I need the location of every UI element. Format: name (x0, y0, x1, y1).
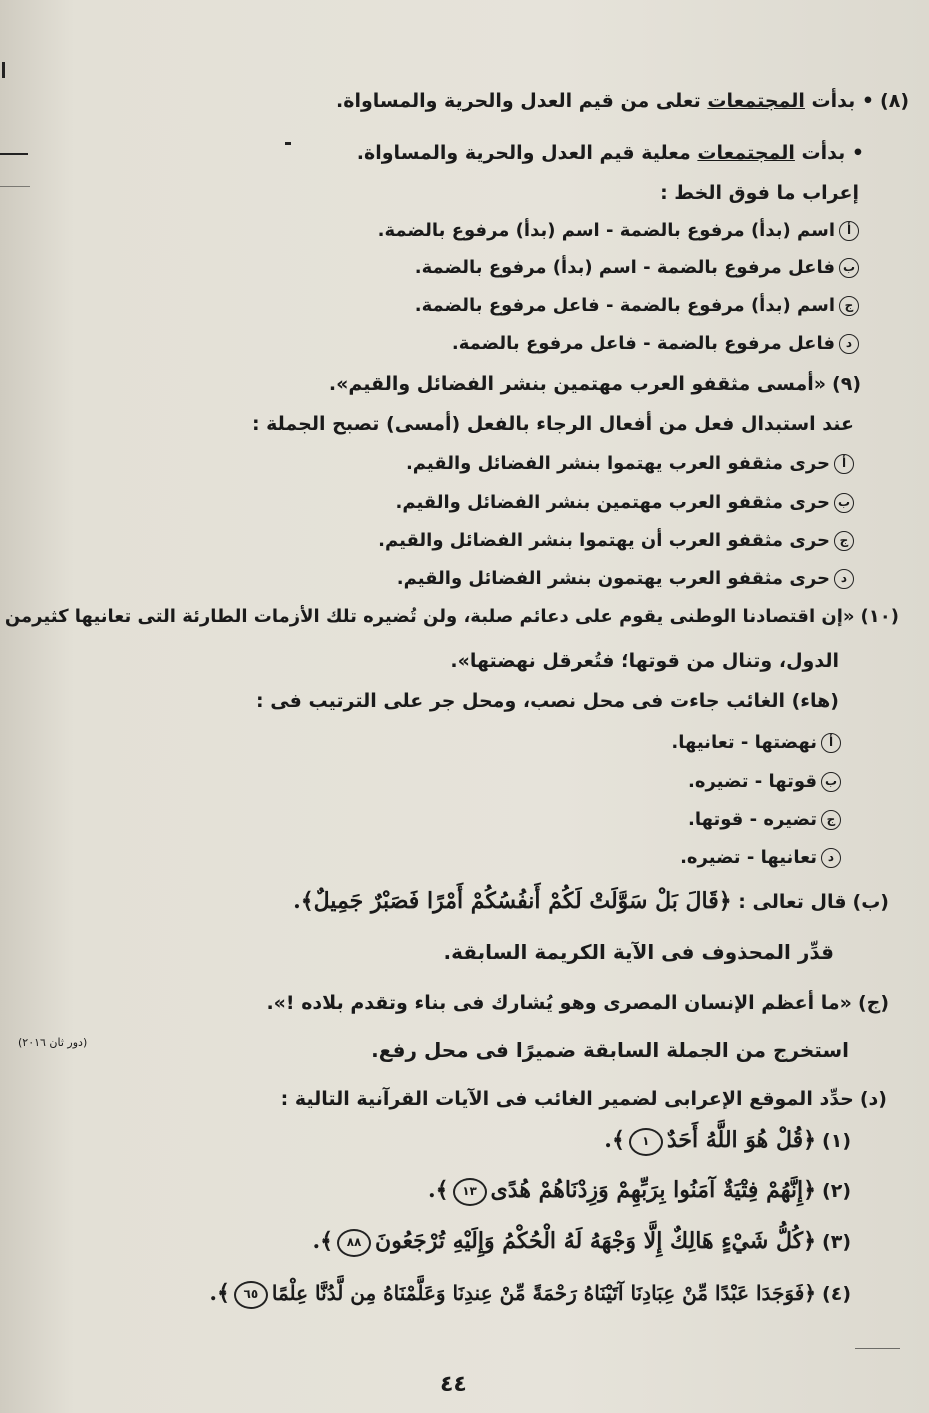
q9-option-a: أحرى مثقفو العرب يهتموا بنشر الفضائل والقيم. (406, 453, 854, 476)
q10-option-d: دتعانيها - تضيره. (680, 847, 841, 870)
qb-label: (ب) (852, 891, 889, 913)
footer-rule (855, 1348, 900, 1349)
margin-dash (0, 186, 30, 187)
q8-prompt: إعراب ما فوق الخط : (660, 182, 859, 204)
margin-dash (0, 153, 28, 155)
qd-verse-2: (٢)﴿إِنَّهُمْ فِتْيَةٌ آمَنُوا بِرَبِّهِمْ وَزِدْنَاهُمْ هُدًى١٣﴾. (428, 1177, 851, 1206)
ayah-number: ٨٨ (337, 1229, 371, 1257)
margin-dot (285, 142, 291, 145)
q10-passage-line-1: (١٠)«إن اقتصادنا الوطنى يقوم على دعائم صلبة، ولن تُضيره تلك الأزمات الطارئة التى تعانيها كثيرمن (4, 606, 899, 627)
ayah-number: ١ (629, 1128, 663, 1156)
q10-number: (١٠) (860, 606, 899, 627)
qd-verse-4: (٤)﴿فَوَجَدَا عَبْدًا مِّنْ عِبَادِنَا آتَيْنَاهُ رَحْمَةً مِّنْ عِندِنَا وَعَلَّمْنَاهُ مِن لَّدُنَّا عِلْمًا٦٥﴾. (209, 1280, 851, 1309)
q10-option-b: بقوتها - تضيره. (688, 771, 841, 794)
qb-verse: ﴿قَالَ بَلْ سَوَّلَتْ لَكُمْ أَنفُسُكُمْ أَمْرًا فَصَبْرٌ جَمِيلٌ﴾. (293, 888, 732, 914)
q9-sentence: (٩)«أمسى مثقفو العرب مهتمين بنشر الفضائل والقيم». (328, 373, 861, 395)
q8-option-c: جاسم (بدأ) مرفوع بالضمة - فاعل مرفوع بالضمة. (415, 295, 859, 318)
qb-prompt: قدِّر المحذوف فى الآية الكريمة السابقة. (443, 940, 834, 964)
qc-sentence: (ج)«ما أعظم الإنسان المصرى وهو يُشارك فى بناء وتقدم بلاده !». (266, 992, 889, 1014)
qc-label: (ج) (857, 992, 889, 1014)
q8-statement-2: • بدأت المجتمعات معلية قيم العدل والحرية والمساواة. (356, 142, 864, 164)
q9-option-d: دحرى مثقفو العرب يهتمون بنشر الفضائل والقيم. (397, 568, 854, 591)
q9-prompt: عند استبدال فعل من أفعال الرجاء بالفعل (أمسى) تصبح الجملة : (251, 413, 854, 435)
q10-passage-line-2: الدول، وتنال من قوتها؛ فتُعرقل نهضتها». (450, 650, 839, 672)
q9-option-c: جحرى مثقفو العرب أن يهتموا بنشر الفضائل والقيم. (378, 530, 854, 553)
q10-option-c: جتضيره - قوتها. (688, 809, 841, 832)
qc-prompt: استخرج من الجملة السابقة ضميرًا فى محل رفع. (371, 1038, 849, 1062)
qd-prompt: (د)حدِّد الموقع الإعرابى لضمير الغائب فى الآيات القرآنية التالية : (280, 1088, 887, 1110)
q8-option-a: أاسم (بدأ) مرفوع بالضمة - اسم (بدأ) مرفوع بالضمة. (378, 220, 859, 243)
margin-mark (2, 62, 5, 78)
qd-verse-1: (١)﴿قُلْ هُوَ اللَّهُ أَحَدٌ١﴾. (604, 1127, 851, 1156)
ayah-number: ٦٥ (234, 1281, 268, 1309)
qd-label: (د) (859, 1088, 887, 1110)
qd-verse-3: (٣)﴿كُلُّ شَيْءٍ هَالِكٌ إِلَّا وَجْهَهُ لَهُ الْحُكْمُ وَإِلَيْهِ تُرْجَعُونَ٨٨﴾. (312, 1228, 851, 1257)
q8-statement-1: (٨)• بدأت المجتمعات تعلى من قيم العدل والحرية والمساواة. (336, 90, 909, 112)
exam-note: (دور ثان ٢٠١٦) (18, 1036, 88, 1049)
ayah-number: ١٣ (453, 1178, 487, 1206)
q8-option-b: بفاعل مرفوع بالضمة - اسم (بدأ) مرفوع بالضمة. (415, 257, 859, 280)
underlined-word: المجتمعات (697, 142, 795, 164)
page-number: ٤٤ (440, 1372, 467, 1397)
q8-option-d: دفاعل مرفوع بالضمة - فاعل مرفوع بالضمة. (452, 333, 859, 356)
qb-verse-line: (ب)قال تعالى : ﴿قَالَ بَلْ سَوَّلَتْ لَكُمْ أَنفُسُكُمْ أَمْرًا فَصَبْرٌ جَمِيلٌ﴾. (293, 888, 889, 914)
q9-option-b: بحرى مثقفو العرب مهتمين بنشر الفضائل والقيم. (395, 492, 854, 515)
q10-option-a: أنهضتها - تعانيها. (671, 732, 841, 755)
q8-number: (٨) (880, 90, 909, 112)
q10-prompt: (هاء) الغائب جاءت فى محل نصب، ومحل جر على الترتيب فى : (256, 690, 839, 712)
underlined-word: المجتمعات (707, 90, 805, 112)
q9-number: (٩) (832, 373, 861, 395)
